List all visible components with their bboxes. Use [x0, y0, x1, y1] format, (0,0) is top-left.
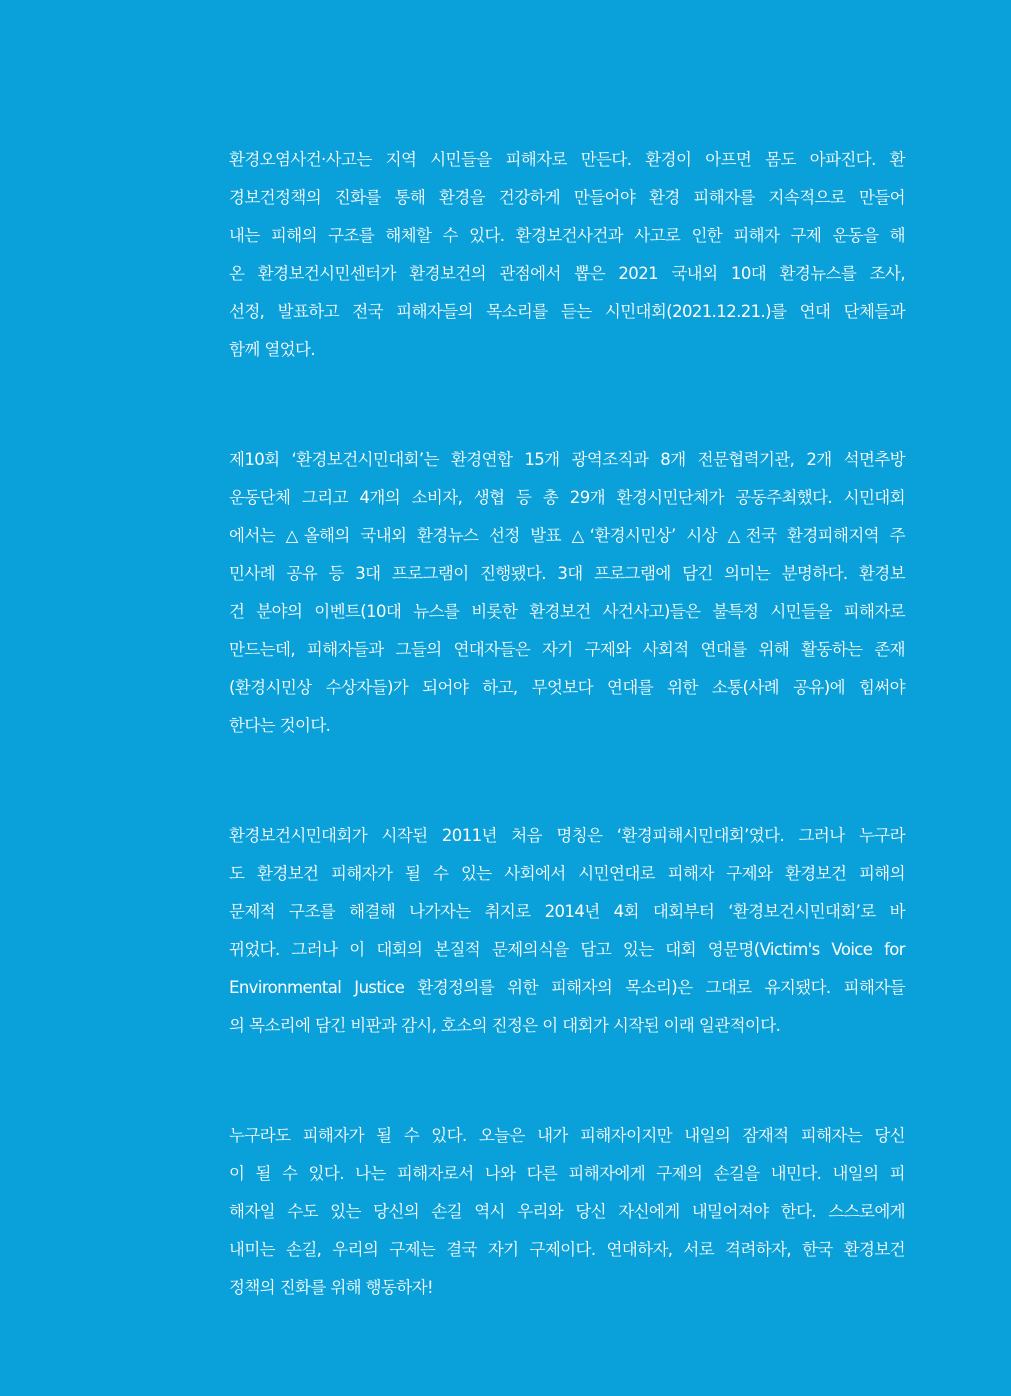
- text-line: 내는 피해의 구조를 해체할 수 있다. 환경보건사건과 사고로 인한 피해자 구제 운동을 해: [229, 226, 905, 245]
- paragraph-1: [229, 141, 905, 369]
- text-line: 이 될 수 있다. 나는 피해자로서 나와 다른 피해자에게 구제의 손길을 내민다. 내일의 피: [229, 1164, 905, 1183]
- text-line: 운동단체 그리고 4개의 소비자, 생협 등 총 29개 환경시민단체가 공동주최했다. 시민대회: [229, 488, 905, 507]
- text-line: 선정, 발표하고 전국 피해자들의 목소리를 듣는 시민대회(2021.12.21.)를 연대 단체들과: [229, 302, 905, 321]
- text-line: 제10회 ‘환경보건시민대회’는 환경연합 15개 광역조직과 8개 전문협력기관, 2개 석면추방: [229, 450, 905, 469]
- text-line: Environmental Justice 환경정의를 위한 피해자의 목소리)은 그대로 유지됐다. 피해자들: [229, 978, 905, 997]
- body-text: [229, 141, 905, 1379]
- paragraph-4: [229, 1117, 905, 1307]
- text-line: 함께 열었다.: [229, 340, 315, 359]
- text-line: 건 분야의 이벤트(10대 뉴스를 비롯한 환경보건 사건사고)들은 불특정 시민들을 피해자로: [229, 602, 905, 621]
- text-line: 만드는데, 피해자들과 그들의 연대자들은 자기 구제와 사회적 연대를 위해 활동하는 존재: [229, 640, 905, 659]
- text-line: 한다는 것이다.: [229, 716, 331, 735]
- text-line: 정책의 진화를 위해 행동하자!: [229, 1278, 434, 1297]
- text-line: 해자일 수도 있는 당신의 손길 역시 우리와 당신 자신에게 내밀어져야 한다. 스스로에게: [229, 1202, 905, 1221]
- text-line: 뀌었다. 그러나 이 대회의 본질적 문제의식을 담고 있는 대회 영문명(Victim's Voice for: [229, 940, 905, 959]
- text-line: 문제적 구조를 해결해 나가자는 취지로 2014년 4회 대회부터 ‘환경보건시민대회’로 바: [229, 902, 905, 921]
- text-line: 민사례 공유 등 3대 프로그램이 진행됐다. 3대 프로그램에 담긴 의미는 분명하다. 환경보: [229, 564, 905, 583]
- text-line: 의 목소리에 담긴 비판과 감시, 호소의 진정은 이 대회가 시작된 이래 일관적이다.: [229, 1016, 781, 1035]
- text-line: 환경보건시민대회가 시작된 2011년 처음 명칭은 ‘환경피해시민대회’였다. 그러나 누구라: [229, 826, 905, 845]
- text-line: 경보건정책의 진화를 통해 환경을 건강하게 만들어야 환경 피해자를 지속적으로 만들어: [229, 188, 905, 207]
- text-line: 온 환경보건시민센터가 환경보건의 관점에서 뽑은 2021 국내외 10대 환경뉴스를 조사,: [229, 264, 905, 283]
- paragraph-2: [229, 441, 905, 745]
- paragraph-3: [229, 817, 905, 1045]
- text-line: 도 환경보건 피해자가 될 수 있는 사회에서 시민연대로 피해자 구제와 환경보건 피해의: [229, 864, 905, 883]
- text-line: 환경오염사건·사고는 지역 시민들을 피해자로 만든다. 환경이 아프면 몸도 아파진다. 환: [229, 150, 905, 169]
- text-line: 누구라도 피해자가 될 수 있다. 오늘은 내가 피해자이지만 내일의 잠재적 피해자는 당신: [229, 1126, 905, 1145]
- text-line: 에서는 △올해의 국내외 환경뉴스 선정 발표 △‘환경시민상’ 시상 △전국 환경피해지역 주: [229, 526, 905, 545]
- text-line: 내미는 손길, 우리의 구제는 결국 자기 구제이다. 연대하자, 서로 격려하자, 한국 환경보건: [229, 1240, 905, 1259]
- text-line: (환경시민상 수상자들)가 되어야 하고, 무엇보다 연대를 위한 소통(사례 공유)에 힘써야: [229, 678, 905, 697]
